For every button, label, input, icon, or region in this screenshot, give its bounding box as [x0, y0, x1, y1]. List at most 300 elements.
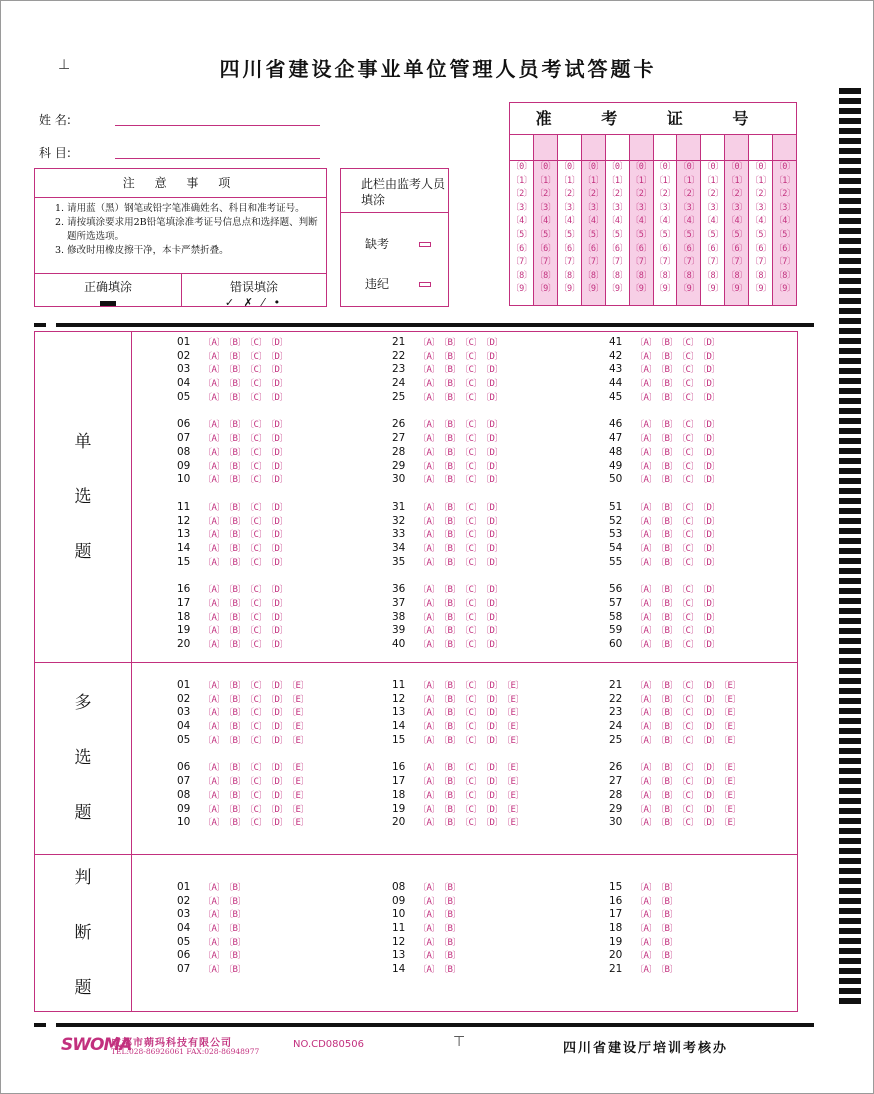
answer-bubble[interactable]: 〔A〕: [203, 599, 225, 609]
answer-bubble[interactable]: 〔A〕: [635, 790, 657, 801]
answer-bubble[interactable]: 〔B〕: [224, 777, 246, 788]
answer-bubble[interactable]: 〔B〕: [656, 937, 678, 948]
answer-bubble[interactable]: 〔A〕: [635, 937, 657, 948]
answer-bubble[interactable]: 〔C〕: [460, 447, 482, 458]
answer-bubble[interactable]: 〔C〕: [460, 516, 482, 527]
answer-bubble[interactable]: 〔B〕: [656, 475, 678, 486]
answer-bubble[interactable]: 〔A〕: [635, 640, 657, 651]
answer-bubble[interactable]: 〔A〕: [635, 338, 657, 348]
answer-bubble[interactable]: 〔E〕: [287, 708, 309, 719]
answer-bubble[interactable]: 〔D〕: [481, 461, 503, 472]
answer-bubble[interactable]: 〔B〕: [224, 640, 246, 651]
answer-bubble[interactable]: 〔A〕: [418, 392, 440, 403]
answer-bubble[interactable]: 〔C〕: [460, 777, 482, 788]
answer-bubble[interactable]: 〔D〕: [266, 516, 288, 527]
answer-bubble[interactable]: 〔C〕: [245, 790, 267, 801]
answer-bubble[interactable]: 〔A〕: [418, 735, 440, 746]
answer-bubble[interactable]: 〔B〕: [439, 351, 461, 362]
answer-bubble[interactable]: 〔D〕: [698, 379, 720, 390]
admission-digit-bubble[interactable]: 〔1〕: [726, 175, 748, 186]
answer-bubble[interactable]: 〔C〕: [460, 392, 482, 403]
answer-bubble[interactable]: 〔D〕: [266, 626, 288, 637]
answer-bubble[interactable]: 〔B〕: [224, 530, 246, 541]
answer-bubble[interactable]: 〔A〕: [635, 910, 657, 921]
answer-bubble[interactable]: 〔C〕: [460, 351, 482, 362]
answer-bubble[interactable]: 〔B〕: [224, 626, 246, 637]
answer-bubble[interactable]: 〔D〕: [266, 599, 288, 609]
admission-digit-bubble[interactable]: 〔6〕: [750, 243, 771, 254]
name-field[interactable]: [115, 125, 320, 126]
answer-bubble[interactable]: 〔A〕: [203, 951, 225, 962]
answer-bubble[interactable]: 〔A〕: [203, 557, 225, 568]
answer-bubble[interactable]: 〔D〕: [481, 502, 503, 513]
admission-digit-bubble[interactable]: 〔4〕: [582, 216, 604, 227]
answer-bubble[interactable]: 〔C〕: [245, 338, 267, 348]
answer-bubble[interactable]: 〔D〕: [698, 475, 720, 486]
admission-digit-bubble[interactable]: 〔0〕: [654, 162, 676, 172]
answer-bubble[interactable]: 〔D〕: [698, 434, 720, 445]
answer-bubble[interactable]: 〔E〕: [502, 804, 524, 815]
answer-bubble[interactable]: 〔C〕: [460, 543, 482, 554]
violation-bubble[interactable]: [419, 282, 431, 287]
answer-bubble[interactable]: 〔A〕: [418, 612, 440, 623]
answer-bubble[interactable]: 〔C〕: [245, 640, 267, 651]
answer-bubble[interactable]: 〔B〕: [224, 804, 246, 815]
admission-digit-bubble[interactable]: 〔4〕: [774, 216, 795, 227]
answer-bubble[interactable]: 〔A〕: [418, 896, 440, 907]
admission-digit-bubble[interactable]: 〔4〕: [702, 216, 724, 227]
answer-bubble[interactable]: 〔B〕: [439, 365, 461, 376]
answer-bubble[interactable]: 〔D〕: [698, 461, 720, 472]
answer-bubble[interactable]: 〔C〕: [677, 351, 699, 362]
answer-bubble[interactable]: 〔B〕: [224, 557, 246, 568]
answer-bubble[interactable]: 〔A〕: [418, 379, 440, 390]
answer-bubble[interactable]: 〔A〕: [203, 434, 225, 445]
answer-bubble[interactable]: 〔B〕: [224, 434, 246, 445]
admission-digit-bubble[interactable]: 〔6〕: [630, 243, 652, 254]
answer-bubble[interactable]: 〔A〕: [203, 910, 225, 921]
answer-bubble[interactable]: 〔B〕: [224, 735, 246, 746]
answer-bubble[interactable]: 〔D〕: [481, 694, 503, 705]
answer-bubble[interactable]: 〔C〕: [677, 338, 699, 348]
answer-bubble[interactable]: 〔A〕: [418, 708, 440, 719]
answer-bubble[interactable]: 〔B〕: [439, 681, 461, 691]
answer-bubble[interactable]: 〔A〕: [203, 475, 225, 486]
answer-bubble[interactable]: 〔B〕: [439, 338, 461, 348]
admission-digit-bubble[interactable]: 〔4〕: [750, 216, 771, 227]
admission-digit-bubble[interactable]: 〔3〕: [702, 202, 724, 213]
answer-bubble[interactable]: 〔B〕: [439, 434, 461, 445]
answer-bubble[interactable]: 〔C〕: [677, 557, 699, 568]
answer-bubble[interactable]: 〔E〕: [719, 790, 741, 801]
admission-digit-bubble[interactable]: 〔0〕: [678, 162, 700, 172]
answer-bubble[interactable]: 〔A〕: [203, 420, 225, 431]
admission-digit-bubble[interactable]: 〔2〕: [726, 189, 748, 200]
answer-bubble[interactable]: 〔D〕: [698, 612, 720, 623]
admission-digit-write-box[interactable]: [749, 135, 772, 161]
admission-digit-bubble[interactable]: 〔0〕: [774, 162, 795, 172]
answer-bubble[interactable]: 〔E〕: [719, 804, 741, 815]
answer-bubble[interactable]: 〔A〕: [635, 924, 657, 935]
answer-bubble[interactable]: 〔B〕: [656, 599, 678, 609]
admission-digit-bubble[interactable]: 〔9〕: [606, 284, 628, 295]
answer-bubble[interactable]: 〔A〕: [418, 447, 440, 458]
answer-bubble[interactable]: 〔D〕: [481, 818, 503, 829]
admission-digit-bubble[interactable]: 〔7〕: [702, 257, 724, 268]
answer-bubble[interactable]: 〔B〕: [224, 722, 246, 733]
admission-digit-bubble[interactable]: 〔3〕: [630, 202, 652, 213]
answer-bubble[interactable]: 〔C〕: [245, 681, 267, 691]
admission-digit-bubble[interactable]: 〔6〕: [606, 243, 628, 254]
answer-bubble[interactable]: 〔D〕: [481, 640, 503, 651]
admission-digit-bubble[interactable]: 〔1〕: [702, 175, 724, 186]
answer-bubble[interactable]: 〔C〕: [677, 392, 699, 403]
admission-digit-bubble[interactable]: 〔0〕: [702, 162, 724, 172]
answer-bubble[interactable]: 〔C〕: [245, 804, 267, 815]
answer-bubble[interactable]: 〔E〕: [502, 735, 524, 746]
answer-bubble[interactable]: 〔B〕: [224, 599, 246, 609]
answer-bubble[interactable]: 〔E〕: [287, 722, 309, 733]
admission-digit-write-box[interactable]: [677, 135, 700, 161]
answer-bubble[interactable]: 〔A〕: [635, 896, 657, 907]
admission-digit-bubble[interactable]: 〔7〕: [654, 257, 676, 268]
answer-bubble[interactable]: 〔C〕: [245, 694, 267, 705]
answer-bubble[interactable]: 〔D〕: [698, 694, 720, 705]
answer-bubble[interactable]: 〔B〕: [224, 790, 246, 801]
answer-bubble[interactable]: 〔A〕: [418, 937, 440, 948]
answer-bubble[interactable]: 〔A〕: [203, 722, 225, 733]
answer-bubble[interactable]: 〔B〕: [439, 804, 461, 815]
answer-bubble[interactable]: 〔C〕: [460, 557, 482, 568]
answer-bubble[interactable]: 〔A〕: [418, 790, 440, 801]
answer-bubble[interactable]: 〔A〕: [418, 502, 440, 513]
answer-bubble[interactable]: 〔D〕: [481, 599, 503, 609]
answer-bubble[interactable]: 〔A〕: [418, 626, 440, 637]
answer-bubble[interactable]: 〔A〕: [203, 502, 225, 513]
answer-bubble[interactable]: 〔A〕: [203, 447, 225, 458]
admission-digit-write-box[interactable]: [510, 135, 533, 161]
admission-digit-bubble[interactable]: 〔7〕: [558, 257, 580, 268]
answer-bubble[interactable]: 〔B〕: [224, 365, 246, 376]
answer-bubble[interactable]: 〔B〕: [439, 516, 461, 527]
answer-bubble[interactable]: 〔A〕: [635, 557, 657, 568]
answer-bubble[interactable]: 〔A〕: [203, 883, 225, 893]
admission-digit-write-box[interactable]: [606, 135, 629, 161]
answer-bubble[interactable]: 〔D〕: [266, 365, 288, 376]
answer-bubble[interactable]: 〔D〕: [266, 557, 288, 568]
answer-bubble[interactable]: 〔D〕: [266, 434, 288, 445]
admission-digit-bubble[interactable]: 〔3〕: [654, 202, 676, 213]
admission-digit-bubble[interactable]: 〔2〕: [654, 189, 676, 200]
answer-bubble[interactable]: 〔E〕: [287, 735, 309, 746]
answer-bubble[interactable]: 〔C〕: [460, 612, 482, 623]
answer-bubble[interactable]: 〔D〕: [266, 612, 288, 623]
answer-bubble[interactable]: 〔C〕: [245, 392, 267, 403]
answer-bubble[interactable]: 〔C〕: [460, 708, 482, 719]
admission-digit-write-box[interactable]: [558, 135, 581, 161]
admission-digit-bubble[interactable]: 〔5〕: [535, 229, 556, 240]
answer-bubble[interactable]: 〔D〕: [698, 640, 720, 651]
answer-bubble[interactable]: 〔D〕: [266, 722, 288, 733]
answer-bubble[interactable]: 〔E〕: [719, 722, 741, 733]
answer-bubble[interactable]: 〔D〕: [698, 530, 720, 541]
admission-digit-bubble[interactable]: 〔1〕: [750, 175, 771, 186]
admission-digit-bubble[interactable]: 〔6〕: [726, 243, 748, 254]
admission-digit-bubble[interactable]: 〔5〕: [654, 229, 676, 240]
answer-bubble[interactable]: 〔D〕: [698, 735, 720, 746]
answer-bubble[interactable]: 〔C〕: [245, 763, 267, 774]
answer-bubble[interactable]: 〔D〕: [698, 585, 720, 596]
answer-bubble[interactable]: 〔C〕: [677, 804, 699, 815]
answer-bubble[interactable]: 〔B〕: [439, 379, 461, 390]
answer-bubble[interactable]: 〔B〕: [439, 420, 461, 431]
answer-bubble[interactable]: 〔C〕: [460, 365, 482, 376]
answer-bubble[interactable]: 〔A〕: [203, 543, 225, 554]
admission-digit-bubble[interactable]: 〔2〕: [511, 189, 532, 200]
answer-bubble[interactable]: 〔B〕: [224, 502, 246, 513]
admission-digit-bubble[interactable]: 〔5〕: [678, 229, 700, 240]
answer-bubble[interactable]: 〔A〕: [203, 365, 225, 376]
answer-bubble[interactable]: 〔B〕: [656, 790, 678, 801]
admission-digit-bubble[interactable]: 〔9〕: [678, 284, 700, 295]
admission-digit-bubble[interactable]: 〔5〕: [582, 229, 604, 240]
answer-bubble[interactable]: 〔D〕: [698, 599, 720, 609]
admission-digit-bubble[interactable]: 〔5〕: [630, 229, 652, 240]
admission-digit-write-box[interactable]: [701, 135, 724, 161]
answer-bubble[interactable]: 〔C〕: [460, 502, 482, 513]
admission-digit-bubble[interactable]: 〔0〕: [582, 162, 604, 172]
answer-bubble[interactable]: 〔D〕: [698, 392, 720, 403]
answer-bubble[interactable]: 〔A〕: [418, 338, 440, 348]
answer-bubble[interactable]: 〔D〕: [698, 516, 720, 527]
answer-bubble[interactable]: 〔B〕: [656, 694, 678, 705]
answer-bubble[interactable]: 〔B〕: [656, 708, 678, 719]
answer-bubble[interactable]: 〔D〕: [698, 804, 720, 815]
answer-bubble[interactable]: 〔B〕: [439, 937, 461, 948]
answer-bubble[interactable]: 〔A〕: [635, 379, 657, 390]
answer-bubble[interactable]: 〔A〕: [635, 434, 657, 445]
answer-bubble[interactable]: 〔D〕: [481, 735, 503, 746]
answer-bubble[interactable]: 〔D〕: [481, 379, 503, 390]
answer-bubble[interactable]: 〔A〕: [418, 763, 440, 774]
answer-bubble[interactable]: 〔B〕: [656, 951, 678, 962]
answer-bubble[interactable]: 〔C〕: [245, 557, 267, 568]
answer-bubble[interactable]: 〔D〕: [698, 818, 720, 829]
answer-bubble[interactable]: 〔B〕: [656, 502, 678, 513]
answer-bubble[interactable]: 〔C〕: [245, 626, 267, 637]
answer-bubble[interactable]: 〔A〕: [635, 612, 657, 623]
admission-digit-bubble[interactable]: 〔4〕: [606, 216, 628, 227]
answer-bubble[interactable]: 〔D〕: [481, 434, 503, 445]
answer-bubble[interactable]: 〔C〕: [245, 379, 267, 390]
answer-bubble[interactable]: 〔C〕: [460, 681, 482, 691]
answer-bubble[interactable]: 〔D〕: [266, 818, 288, 829]
admission-digit-bubble[interactable]: 〔8〕: [558, 270, 580, 281]
admission-digit-bubble[interactable]: 〔3〕: [750, 202, 771, 213]
answer-bubble[interactable]: 〔B〕: [656, 763, 678, 774]
admission-digit-bubble[interactable]: 〔8〕: [750, 270, 771, 281]
admission-digit-bubble[interactable]: 〔5〕: [606, 229, 628, 240]
admission-digit-bubble[interactable]: 〔8〕: [630, 270, 652, 281]
admission-digit-bubble[interactable]: 〔5〕: [511, 229, 532, 240]
answer-bubble[interactable]: 〔C〕: [245, 530, 267, 541]
admission-digit-bubble[interactable]: 〔8〕: [582, 270, 604, 281]
answer-bubble[interactable]: 〔A〕: [635, 694, 657, 705]
answer-bubble[interactable]: 〔A〕: [635, 351, 657, 362]
answer-bubble[interactable]: 〔D〕: [481, 365, 503, 376]
answer-bubble[interactable]: 〔B〕: [656, 612, 678, 623]
admission-digit-bubble[interactable]: 〔8〕: [606, 270, 628, 281]
answer-bubble[interactable]: 〔A〕: [203, 516, 225, 527]
admission-digit-bubble[interactable]: 〔8〕: [535, 270, 556, 281]
answer-bubble[interactable]: 〔D〕: [481, 420, 503, 431]
admission-digit-bubble[interactable]: 〔7〕: [582, 257, 604, 268]
answer-bubble[interactable]: 〔C〕: [460, 804, 482, 815]
answer-bubble[interactable]: 〔D〕: [481, 763, 503, 774]
answer-bubble[interactable]: 〔C〕: [460, 694, 482, 705]
answer-bubble[interactable]: 〔A〕: [203, 708, 225, 719]
admission-digit-bubble[interactable]: 〔3〕: [511, 202, 532, 213]
answer-bubble[interactable]: 〔B〕: [656, 420, 678, 431]
answer-bubble[interactable]: 〔B〕: [656, 965, 678, 976]
admission-digit-bubble[interactable]: 〔7〕: [511, 257, 532, 268]
answer-bubble[interactable]: 〔C〕: [245, 475, 267, 486]
answer-bubble[interactable]: 〔A〕: [418, 530, 440, 541]
answer-bubble[interactable]: 〔C〕: [460, 420, 482, 431]
answer-bubble[interactable]: 〔C〕: [245, 599, 267, 609]
answer-bubble[interactable]: 〔B〕: [439, 392, 461, 403]
admission-digit-write-box[interactable]: [582, 135, 605, 161]
answer-bubble[interactable]: 〔D〕: [698, 790, 720, 801]
admission-digit-bubble[interactable]: 〔7〕: [535, 257, 556, 268]
answer-bubble[interactable]: 〔B〕: [439, 599, 461, 609]
answer-bubble[interactable]: 〔D〕: [481, 516, 503, 527]
answer-bubble[interactable]: 〔B〕: [656, 818, 678, 829]
admission-digit-bubble[interactable]: 〔2〕: [582, 189, 604, 200]
answer-bubble[interactable]: 〔B〕: [656, 516, 678, 527]
answer-bubble[interactable]: 〔D〕: [481, 351, 503, 362]
answer-bubble[interactable]: 〔D〕: [266, 475, 288, 486]
answer-bubble[interactable]: 〔D〕: [266, 543, 288, 554]
answer-bubble[interactable]: 〔C〕: [460, 790, 482, 801]
answer-bubble[interactable]: 〔C〕: [245, 434, 267, 445]
answer-bubble[interactable]: 〔D〕: [481, 626, 503, 637]
answer-bubble[interactable]: 〔B〕: [224, 951, 246, 962]
answer-bubble[interactable]: 〔A〕: [418, 585, 440, 596]
answer-bubble[interactable]: 〔A〕: [418, 351, 440, 362]
answer-bubble[interactable]: 〔A〕: [635, 626, 657, 637]
admission-digit-bubble[interactable]: 〔6〕: [535, 243, 556, 254]
admission-digit-bubble[interactable]: 〔9〕: [630, 284, 652, 295]
answer-bubble[interactable]: 〔B〕: [656, 392, 678, 403]
answer-bubble[interactable]: 〔B〕: [439, 557, 461, 568]
answer-bubble[interactable]: 〔D〕: [266, 585, 288, 596]
answer-bubble[interactable]: 〔A〕: [203, 612, 225, 623]
answer-bubble[interactable]: 〔A〕: [203, 777, 225, 788]
answer-bubble[interactable]: 〔A〕: [635, 516, 657, 527]
answer-bubble[interactable]: 〔A〕: [635, 722, 657, 733]
answer-bubble[interactable]: 〔A〕: [203, 694, 225, 705]
admission-digit-bubble[interactable]: 〔8〕: [702, 270, 724, 281]
answer-bubble[interactable]: 〔B〕: [224, 351, 246, 362]
answer-bubble[interactable]: 〔D〕: [481, 804, 503, 815]
answer-bubble[interactable]: 〔A〕: [418, 365, 440, 376]
answer-bubble[interactable]: 〔B〕: [439, 461, 461, 472]
answer-bubble[interactable]: 〔A〕: [418, 951, 440, 962]
answer-bubble[interactable]: 〔B〕: [656, 530, 678, 541]
answer-bubble[interactable]: 〔C〕: [460, 763, 482, 774]
answer-bubble[interactable]: 〔B〕: [656, 365, 678, 376]
answer-bubble[interactable]: 〔D〕: [481, 338, 503, 348]
admission-digit-bubble[interactable]: 〔6〕: [702, 243, 724, 254]
answer-bubble[interactable]: 〔A〕: [203, 530, 225, 541]
answer-bubble[interactable]: 〔D〕: [266, 392, 288, 403]
answer-bubble[interactable]: 〔D〕: [698, 338, 720, 348]
answer-bubble[interactable]: 〔D〕: [266, 763, 288, 774]
answer-bubble[interactable]: 〔B〕: [224, 763, 246, 774]
admission-digit-bubble[interactable]: 〔4〕: [558, 216, 580, 227]
answer-bubble[interactable]: 〔A〕: [635, 804, 657, 815]
answer-bubble[interactable]: 〔A〕: [635, 777, 657, 788]
answer-bubble[interactable]: 〔A〕: [203, 896, 225, 907]
answer-bubble[interactable]: 〔B〕: [439, 951, 461, 962]
answer-bubble[interactable]: 〔C〕: [677, 708, 699, 719]
admission-digit-bubble[interactable]: 〔5〕: [774, 229, 795, 240]
answer-bubble[interactable]: 〔B〕: [439, 502, 461, 513]
admission-digit-bubble[interactable]: 〔1〕: [558, 175, 580, 186]
answer-bubble[interactable]: 〔A〕: [635, 708, 657, 719]
answer-bubble[interactable]: 〔E〕: [287, 790, 309, 801]
answer-bubble[interactable]: 〔D〕: [698, 708, 720, 719]
answer-bubble[interactable]: 〔A〕: [418, 910, 440, 921]
answer-bubble[interactable]: 〔B〕: [656, 557, 678, 568]
answer-bubble[interactable]: 〔C〕: [677, 434, 699, 445]
admission-digit-bubble[interactable]: 〔3〕: [606, 202, 628, 213]
admission-digit-bubble[interactable]: 〔3〕: [558, 202, 580, 213]
answer-bubble[interactable]: 〔B〕: [656, 585, 678, 596]
answer-bubble[interactable]: 〔C〕: [677, 612, 699, 623]
answer-bubble[interactable]: 〔B〕: [439, 924, 461, 935]
answer-bubble[interactable]: 〔C〕: [677, 818, 699, 829]
answer-bubble[interactable]: 〔D〕: [266, 530, 288, 541]
admission-digit-bubble[interactable]: 〔6〕: [774, 243, 795, 254]
answer-bubble[interactable]: 〔D〕: [266, 379, 288, 390]
admission-digit-bubble[interactable]: 〔0〕: [726, 162, 748, 172]
answer-bubble[interactable]: 〔C〕: [460, 475, 482, 486]
admission-digit-bubble[interactable]: 〔2〕: [606, 189, 628, 200]
answer-bubble[interactable]: 〔A〕: [203, 379, 225, 390]
answer-bubble[interactable]: 〔C〕: [677, 585, 699, 596]
answer-bubble[interactable]: 〔D〕: [266, 351, 288, 362]
admission-digit-bubble[interactable]: 〔8〕: [654, 270, 676, 281]
answer-bubble[interactable]: 〔B〕: [224, 392, 246, 403]
answer-bubble[interactable]: 〔C〕: [460, 434, 482, 445]
answer-bubble[interactable]: 〔C〕: [677, 530, 699, 541]
answer-bubble[interactable]: 〔D〕: [698, 543, 720, 554]
answer-bubble[interactable]: 〔B〕: [439, 530, 461, 541]
answer-bubble[interactable]: 〔C〕: [245, 708, 267, 719]
admission-digit-bubble[interactable]: 〔5〕: [702, 229, 724, 240]
admission-digit-bubble[interactable]: 〔6〕: [678, 243, 700, 254]
answer-bubble[interactable]: 〔C〕: [460, 530, 482, 541]
answer-bubble[interactable]: 〔A〕: [635, 599, 657, 609]
answer-bubble[interactable]: 〔B〕: [224, 585, 246, 596]
answer-bubble[interactable]: 〔B〕: [439, 722, 461, 733]
answer-bubble[interactable]: 〔C〕: [677, 694, 699, 705]
admission-digit-write-box[interactable]: [773, 135, 796, 161]
answer-bubble[interactable]: 〔C〕: [677, 763, 699, 774]
admission-digit-bubble[interactable]: 〔0〕: [606, 162, 628, 172]
